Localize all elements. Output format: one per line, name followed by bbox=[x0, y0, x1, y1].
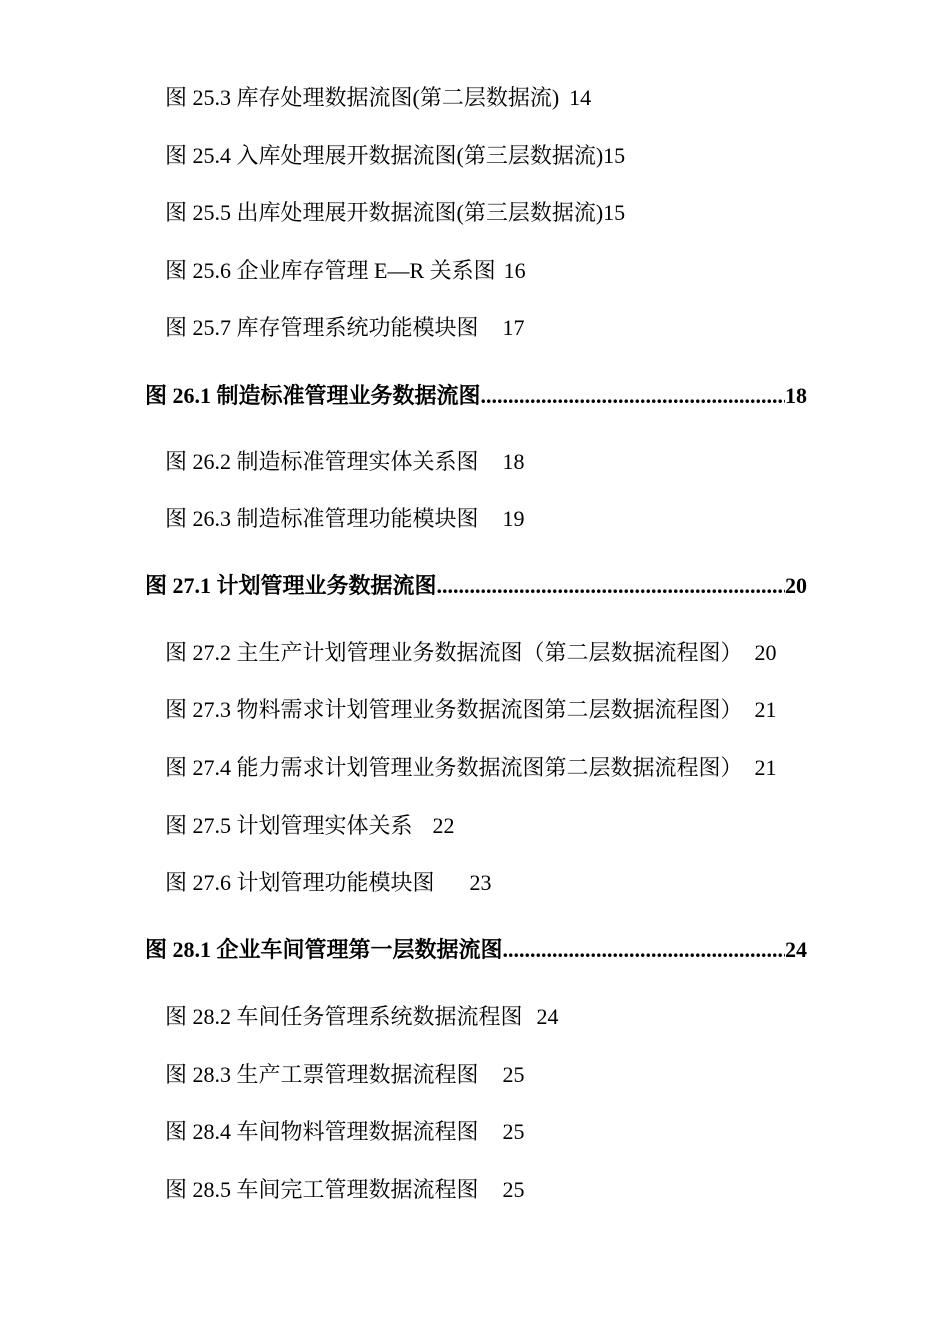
toc-entry-label: 图 27.6 计划管理功能模块图 bbox=[165, 870, 435, 895]
toc-entry-label: 图 28.4 车间物料管理数据流程图 bbox=[165, 1119, 479, 1144]
toc-entry-page: 23 bbox=[469, 870, 492, 895]
toc-entry-page: 18 bbox=[785, 383, 807, 408]
toc-entry-page: 17 bbox=[502, 315, 525, 340]
toc-entry-page: 25 bbox=[502, 1119, 525, 1144]
toc-entry-page: 15 bbox=[603, 200, 626, 225]
toc-entry-chapter[interactable] bbox=[145, 571, 807, 601]
dot-leader bbox=[503, 935, 785, 965]
toc-entry[interactable] bbox=[165, 141, 625, 171]
toc-entry-label: 图 27.1 计划管理业务数据流图 bbox=[145, 573, 437, 598]
toc-entry[interactable] bbox=[165, 504, 525, 534]
toc-entry-label: 图 28.3 生产工票管理数据流程图 bbox=[165, 1062, 479, 1087]
toc-entry-label: 图 27.2 主生产计划管理业务数据流图（第二层数据流程图） bbox=[165, 640, 743, 665]
toc-entry-label: 图 28.1 企业车间管理第一层数据流图 bbox=[145, 937, 503, 962]
toc-entry-page: 16 bbox=[503, 258, 526, 283]
toc-entry-label: 图 25.5 出库处理展开数据流图(第三层数据流) bbox=[165, 200, 604, 225]
toc-entry-label: 图 25.6 企业库存管理 E—R 关系图 bbox=[165, 258, 496, 283]
toc-entry[interactable] bbox=[165, 313, 525, 343]
toc-entry[interactable] bbox=[165, 1060, 525, 1090]
toc-entry-label: 图 27.4 能力需求计划管理业务数据流图第二层数据流程图） bbox=[165, 755, 743, 780]
toc-entry-label: 图 27.5 计划管理实体关系 bbox=[165, 813, 413, 838]
toc-entry[interactable] bbox=[165, 83, 591, 113]
toc-entry-label: 图 26.2 制造标准管理实体关系图 bbox=[165, 449, 479, 474]
toc-entry-page: 25 bbox=[502, 1177, 525, 1202]
toc-entry[interactable] bbox=[165, 1175, 525, 1205]
toc-entry-page: 25 bbox=[502, 1062, 525, 1087]
toc-entry-label: 图 28.5 车间完工管理数据流程图 bbox=[165, 1177, 479, 1202]
toc-entry[interactable] bbox=[165, 753, 777, 783]
toc-entry-page: 21 bbox=[754, 755, 777, 780]
toc-entry-page: 20 bbox=[754, 640, 777, 665]
toc-entry-page: 22 bbox=[432, 813, 455, 838]
toc-entry-chapter[interactable] bbox=[145, 935, 807, 965]
toc-entry-page: 15 bbox=[603, 143, 626, 168]
toc-entry-label: 图 27.3 物料需求计划管理业务数据流图第二层数据流程图） bbox=[165, 697, 743, 722]
toc-entry[interactable] bbox=[165, 1117, 525, 1147]
toc-entry-label: 图 26.1 制造标准管理业务数据流图 bbox=[145, 383, 481, 408]
toc-entry[interactable] bbox=[165, 638, 777, 668]
toc-entry[interactable] bbox=[165, 198, 625, 228]
dot-leader bbox=[437, 571, 785, 601]
toc-entry-page: 21 bbox=[754, 697, 777, 722]
toc-entry[interactable] bbox=[165, 1002, 559, 1032]
toc-entry-page: 18 bbox=[502, 449, 525, 474]
dot-leader bbox=[481, 381, 785, 411]
toc-entry-label: 图 25.3 库存处理数据流图(第二层数据流) bbox=[165, 85, 560, 110]
toc-entry-label: 图 26.3 制造标准管理功能模块图 bbox=[165, 506, 479, 531]
toc-entry[interactable] bbox=[165, 695, 777, 725]
toc-entry[interactable] bbox=[165, 256, 526, 286]
toc-entry-label: 图 25.7 库存管理系统功能模块图 bbox=[165, 315, 479, 340]
toc-entry-page: 19 bbox=[502, 506, 525, 531]
toc-entry-page: 14 bbox=[569, 85, 592, 110]
toc-entry-page: 24 bbox=[785, 937, 807, 962]
toc-entry-label: 图 28.2 车间任务管理系统数据流程图 bbox=[165, 1004, 523, 1029]
toc-entry-label: 图 25.4 入库处理展开数据流图(第三层数据流) bbox=[165, 143, 604, 168]
toc-entry-chapter[interactable] bbox=[145, 381, 807, 411]
toc-entry-page: 20 bbox=[785, 573, 807, 598]
toc-entry-page: 24 bbox=[536, 1004, 559, 1029]
toc-entry[interactable] bbox=[165, 811, 455, 841]
toc-entry[interactable] bbox=[165, 868, 492, 898]
toc-entry[interactable] bbox=[165, 447, 525, 477]
